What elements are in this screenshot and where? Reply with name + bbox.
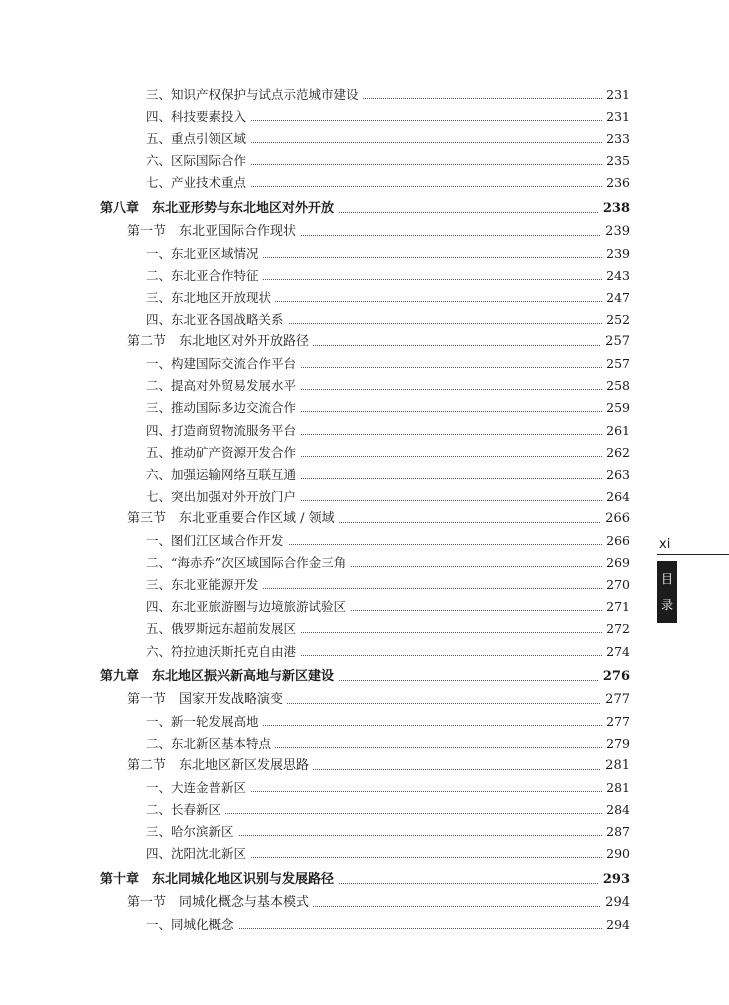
toc-item [146,309,630,331]
toc-title: 六、区际国际合作 [146,150,250,172]
toc-item [146,172,630,194]
toc-page-number: 266 [601,508,630,530]
toc-title: 四、科技要素投入 [146,106,250,128]
toc-chapter [100,666,630,688]
toc-title: 第三节 东北亚重要合作区域 / 领域 [127,508,339,530]
toc-section [127,221,630,243]
toc-page-number: 269 [602,552,630,574]
toc-title: 四、东北亚各国战略关系 [146,309,288,331]
toc-item [146,442,630,464]
toc-page-number: 281 [601,755,630,777]
toc-page-number: 271 [602,596,630,618]
toc-item [146,375,630,397]
toc-title: 一、东北亚区域情况 [146,243,263,265]
toc-item [146,128,630,150]
toc-title: 七、突出加强对外开放门户 [146,486,300,508]
toc-title: 三、东北地区开放现状 [146,287,275,309]
side-tab-rule [657,554,729,555]
toc-page-number: 239 [602,243,630,265]
toc-item [146,106,630,128]
toc-title: 四、沈阳沈北新区 [146,843,250,865]
toc-page-number: 294 [601,892,630,914]
toc-title: 七、产业技术重点 [146,172,250,194]
toc-item [146,843,630,865]
toc-title: 一、新一轮发展高地 [146,711,263,733]
toc-item [146,287,630,309]
toc-title: 二、提高对外贸易发展水平 [146,375,300,397]
toc-page-number: 231 [602,106,630,128]
toc-page-number: 284 [602,799,630,821]
toc-title: 六、加强运输网络互联互通 [146,464,300,486]
toc-title: 第一节 国家开发战略演变 [127,689,287,711]
toc-page-number: 277 [602,711,630,733]
toc-chapter [100,198,630,220]
toc-page-number: 257 [602,353,630,375]
toc-item [146,486,630,508]
toc-page-number: 231 [602,84,630,106]
toc-item [146,574,630,596]
toc-title: 六、符拉迪沃斯托克自由港 [146,641,300,663]
toc-page-number: 239 [601,221,630,243]
toc-title: 四、东北亚旅游圈与边境旅游试验区 [146,596,350,618]
toc-item [146,150,630,172]
toc-page-number: 236 [602,172,630,194]
toc-page-number: 274 [602,641,630,663]
toc-item [146,265,630,287]
toc-title: 一、大连金普新区 [146,777,250,799]
toc-item [146,84,630,106]
section-tab-char: 录 [660,598,673,612]
toc-title: 五、推动矿产资源开发合作 [146,442,300,464]
toc-item [146,243,630,265]
toc-page-number: 252 [602,309,630,331]
toc-item [146,552,630,574]
toc-item [146,733,630,755]
toc-item [146,464,630,486]
toc-title: 一、图们江区域合作开发 [146,530,288,552]
toc-page-number: 259 [602,397,630,419]
toc-title: 五、重点引领区域 [146,128,250,150]
toc-title: 第八章 东北亚形势与东北地区对外开放 [100,198,338,220]
toc-title: 一、构建国际交流合作平台 [146,353,300,375]
toc-title: 二、东北新区基本特点 [146,733,275,755]
toc-title: 三、东北亚能源开发 [146,574,263,596]
toc-title: 第十章 东北同城化地区识别与发展路径 [100,869,338,891]
toc-page-number: 258 [602,375,630,397]
toc-title: 一、同城化概念 [146,914,238,936]
toc-page-number: 272 [602,618,630,640]
toc-title: 二、长春新区 [146,799,225,821]
toc-title: 二、东北亚合作特征 [146,265,263,287]
toc-section [127,689,630,711]
toc-item [146,618,630,640]
toc-page-number: 277 [601,689,630,711]
toc-page-number: 263 [602,464,630,486]
toc-page-number: 261 [602,420,630,442]
toc-page-number: 276 [599,666,630,688]
toc-page-number: 233 [602,128,630,150]
toc-item [146,641,630,663]
toc-section [127,331,630,353]
toc-page-number: 287 [602,821,630,843]
toc-item [146,821,630,843]
toc-page-number: 279 [602,733,630,755]
section-tab-strip [657,561,677,623]
toc-item [146,353,630,375]
toc-title: 第一节 同城化概念与基本模式 [127,892,313,914]
toc-item [146,420,630,442]
toc-section [127,755,630,777]
toc-page-number: 257 [601,331,630,353]
side-tab [657,536,729,623]
toc-page-number: 264 [602,486,630,508]
toc-title: 第一节 东北亚国际合作现状 [127,221,300,243]
toc-page-number: 281 [602,777,630,799]
toc-page-number: 294 [602,914,630,936]
toc-title: 三、哈尔滨新区 [146,821,238,843]
toc-title: 三、知识产权保护与试点示范城市建设 [146,84,363,106]
toc-title: 第二节 东北地区对外开放路径 [127,331,313,353]
toc-page-number: 247 [602,287,630,309]
toc-title: 第九章 东北地区振兴新高地与新区建设 [100,666,338,688]
toc-title: 五、俄罗斯远东超前发展区 [146,618,300,640]
toc-page-number: 235 [602,150,630,172]
toc-page-number: 266 [602,530,630,552]
toc-chapter [100,869,630,891]
toc-page-number: 238 [599,198,630,220]
toc-item [146,596,630,618]
toc-section [127,892,630,914]
toc-section [127,508,630,530]
toc-item [146,397,630,419]
page-number: xi [659,537,671,552]
toc-item [146,711,630,733]
toc-item [146,777,630,799]
toc-item [146,914,630,936]
toc-item [146,530,630,552]
toc-page-number: 293 [599,869,630,891]
toc-title: 三、推动国际多边交流合作 [146,397,300,419]
toc-title: 第二节 东北地区新区发展思路 [127,755,313,777]
toc-title: 四、打造商贸物流服务平台 [146,420,300,442]
toc-item [146,799,630,821]
toc-page-number: 243 [602,265,630,287]
toc-page-number: 262 [602,442,630,464]
toc-title: 二、“海赤乔”次区域国际合作金三角 [146,552,350,574]
section-tab-char: 目 [660,572,673,586]
toc-page-number: 270 [602,574,630,596]
toc-page-number: 290 [602,843,630,865]
